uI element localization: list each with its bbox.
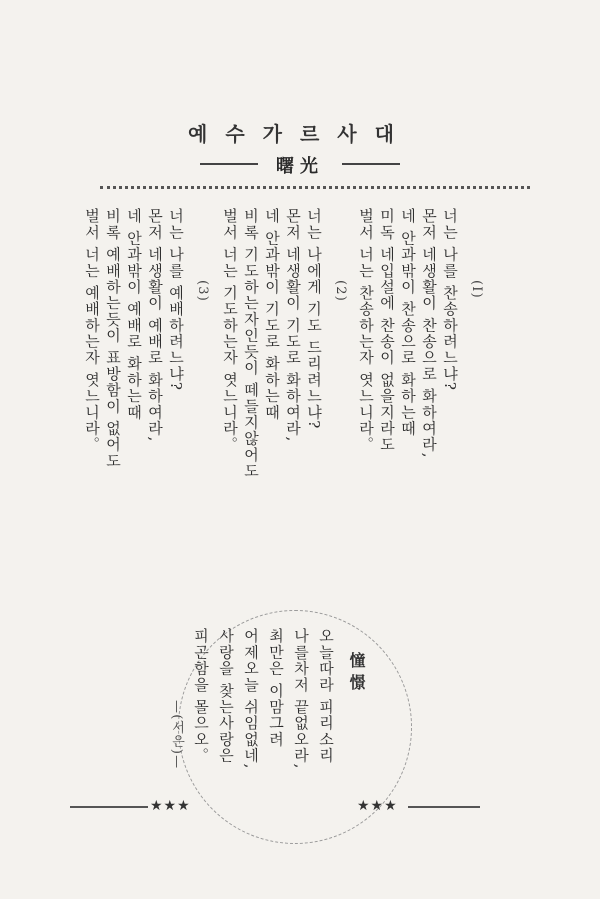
poem1-s3-line4: 비록 예배하는듯이 표방함이 없어도 <box>104 208 122 469</box>
section-number-2: (2) <box>333 280 348 303</box>
poem2-line5: 사랑을 찾는사랑은 <box>217 628 235 764</box>
author-rule-right <box>342 163 400 165</box>
poem2-line1: 오늘따라 피리소리 <box>317 628 335 764</box>
poem1-s2-line5: 벌서 너는 기도하는자 엿느니라。 <box>221 208 239 453</box>
poem2-line3: 최만은 이맘그려 <box>267 628 285 748</box>
poem1-s2-line4: 비록 기도하는자인듯이 떼들지않어도 <box>242 208 260 480</box>
poem1-s2-line2: 몬저 네생활이 기도로 화하여라, <box>284 208 302 443</box>
ornament-rule-right <box>408 806 480 808</box>
poem1-s3-line5: 벌서 너는 예배하는자 엿느니라。 <box>83 208 101 453</box>
author-name: 曙光 <box>276 156 324 177</box>
poem1-s1-line1: 너는 나를 찬송하려느냐? <box>441 208 459 392</box>
poem1-s1-line5: 벌서 너는 찬송하는자 엿느니라。 <box>357 208 375 453</box>
star-ornament-right-icon: ★★★ <box>357 798 398 814</box>
poem1-s2-line3: 네 안과밖이 기도로 화하는때 <box>263 208 281 421</box>
section-divider <box>100 186 530 189</box>
author-rule-left <box>200 163 258 165</box>
author-row <box>200 152 400 176</box>
ornament-rule-left <box>70 806 148 808</box>
poem1-s1-line3: 네 안과밖이 찬송으로 화하는때 <box>399 208 417 437</box>
poem2-line4: 어제오늘 쉬임없네, <box>242 628 260 770</box>
page-title: 예수가르사대 <box>188 122 412 146</box>
section-number-3: (3) <box>195 280 210 303</box>
section-number-1: (I) <box>469 280 484 299</box>
poem1-s3-line2: 몬저 네생활이 예배로 화하여라, <box>146 208 164 443</box>
poem2-line6: 피곤함을 몰으오。 <box>192 628 210 764</box>
poem2-title: 憧憬 <box>347 652 366 696</box>
poem2-signature: —(서은)— <box>169 700 184 770</box>
poem2-line2: 나를차저 끝없오라, <box>292 628 310 770</box>
star-ornament-left-icon: ★★★ <box>150 798 191 814</box>
poem1-s3-line3: 네 안과밖이 예배로 화하는때 <box>125 208 143 421</box>
poem1-s2-line1: 너는 나에게 기도 드리려느냐? <box>305 208 323 430</box>
poem1-s1-line2: 몬저 네생활이 찬송으로 화하여라, <box>420 208 438 459</box>
poem1-s3-line1: 너는 나를 예배하려느냐? <box>167 208 185 392</box>
poem1-s1-line4: 미독 네입설에 찬송이 없을지라도 <box>378 208 396 453</box>
